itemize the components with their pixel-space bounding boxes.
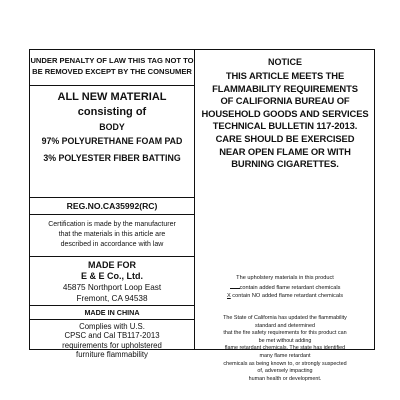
state-line: chemicals as being known to, or strongly suspected <box>223 360 347 367</box>
certification-line: described in accordance with law <box>60 241 164 248</box>
notice-line: NEAR OPEN FLAME OR WITH <box>219 145 351 157</box>
notice-line: OF CALIFORNIA BUREAU OF <box>220 95 350 107</box>
material-title: ALL NEW MATERIAL <box>57 91 167 103</box>
certification-line: that the materials in this article are <box>58 231 166 238</box>
made-for-block <box>30 257 194 306</box>
upholstery-option-none <box>196 292 374 300</box>
company-address: 45875 Northport Loop East <box>62 283 162 292</box>
notice-line: FLAMMABILITY REQUIREMENTS <box>212 82 358 94</box>
material-body: BODY <box>99 122 125 132</box>
penalty-line: UNDER PENALTY OF LAW THIS TAG NOT TO <box>30 56 194 65</box>
notice-line: BURNING CIGARETTES. <box>231 158 339 170</box>
penalty-warning <box>30 50 194 86</box>
compliance-line: CPSC and Cal TB117-2013 <box>64 331 160 341</box>
tag-right-panel <box>196 50 374 382</box>
notice-line: THIS ARTICLE MEETS THE <box>225 70 345 81</box>
upholstery-disclosure <box>196 274 374 300</box>
penalty-line: BE REMOVED EXCEPT BY THE CONSUMER <box>32 67 192 76</box>
notice-line: TECHNICAL BULLETIN 117-2013. <box>212 120 358 132</box>
panel-divider <box>194 50 195 349</box>
notice-block <box>196 56 374 171</box>
state-line: many flame retardant <box>259 352 311 359</box>
made-for-heading: MADE FOR <box>88 260 136 270</box>
registration-number: REG.NO.CA35992(RC) <box>30 198 194 215</box>
compliance-line: requirements for upholstered <box>62 340 162 350</box>
state-line: be met without adding <box>258 337 312 344</box>
state-line: flame retardant chemicals. The state has identified <box>224 345 346 352</box>
company-city: Fremont, CA 94538 <box>76 294 148 303</box>
compliance-line: Complies with U.S. <box>79 322 145 331</box>
country-of-origin: MADE IN CHINA <box>30 306 194 320</box>
state-line: that the fire safety requirements for this product can <box>223 330 347 337</box>
state-line: of, adversely impacting <box>257 368 313 375</box>
state-line: standard and determined <box>255 322 315 329</box>
certification-statement <box>30 215 194 257</box>
upholstery-option-added <box>196 282 374 292</box>
upholstery-intro: The upholstery materials in this product <box>236 275 334 281</box>
state-line: The State of California has updated the flammability <box>223 315 347 321</box>
compliance-statement <box>30 320 194 360</box>
notice-title: NOTICE <box>267 57 302 67</box>
certification-line: Certification is made by the manufacturer <box>48 221 176 228</box>
option-text: contain added flame retardant chemicals <box>239 285 341 291</box>
notice-line: CARE SHOULD BE EXERCISED <box>215 132 355 144</box>
company-name: E & E Co., Ltd. <box>81 271 143 281</box>
material-consisting: consisting of <box>77 106 147 118</box>
state-notice <box>196 315 374 383</box>
checkbox-marked: X <box>227 293 231 299</box>
option-text: contain NO added flame retardant chemicals <box>232 293 343 299</box>
material-line: 97% POLYURETHANE FOAM PAD <box>41 136 183 146</box>
tag-left-panel <box>30 50 194 360</box>
compliance-line: furniture flammability <box>76 350 148 360</box>
state-line: human health or development. <box>248 375 322 382</box>
material-line: 3% POLYESTER FIBER BATTING <box>43 153 181 163</box>
law-tag-label <box>29 49 375 382</box>
notice-line: HOUSEHOLD GOODS AND SERVICES <box>201 107 369 119</box>
material-content <box>30 86 194 198</box>
checkbox-blank <box>230 282 240 289</box>
notice-body <box>196 70 374 171</box>
